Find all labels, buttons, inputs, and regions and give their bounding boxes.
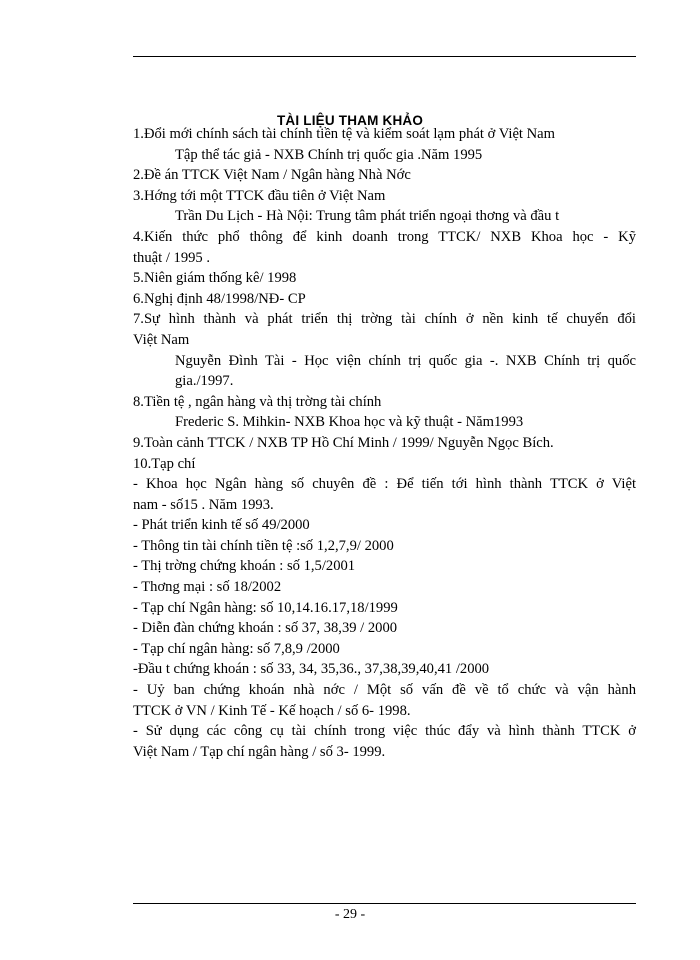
reference-line: 7.Sự hình thành và phát triển thị trờng tài chính ở nền kinh tế chuyển đổi <box>133 311 636 328</box>
reference-line: 9.Toàn cảnh TTCK / NXB TP Hồ Chí Minh / 1999/ Nguyễn Ngọc Bích. <box>133 434 554 451</box>
reference-line: Frederic S. Mihkin- NXB Khoa học và kỹ thuật - Năm1993 <box>175 414 524 431</box>
reference-line: 3.Hớng tới một TTCK đầu tiên ở Việt Nam <box>133 187 386 204</box>
reference-line: Việt Nam <box>133 331 190 348</box>
reference-line: Trần Du Lịch - Hà Nội: Trung tâm phát triển ngoại thơng và đầu t <box>175 208 560 225</box>
reference-line: - Khoa học Ngân hàng số chuyên đề : Để tiến tới hình thành TTCK ở Việt <box>133 476 636 493</box>
page-number: - 29 - <box>334 907 366 922</box>
header-rule <box>133 56 636 57</box>
reference-line: - Thông tin tài chính tiền tệ :số 1,2,7,9/ 2000 <box>133 537 394 554</box>
reference-line: - Phát triển kinh tế số 49/2000 <box>133 517 310 534</box>
reference-line: -Đầu t chứng khoán : số 33, 34, 35,36., 37,38,39,40,41 /2000 <box>133 661 490 678</box>
reference-line: 2.Đề án TTCK Việt Nam / Ngân hàng Nhà Nớc <box>133 167 411 184</box>
reference-line: Tập thể tác giả - NXB Chính trị quốc gia .Năm 1995 <box>175 146 483 163</box>
reference-line: 8.Tiền tệ , ngân hàng và thị trờng tài chính <box>133 393 382 410</box>
reference-line: TTCK ở VN / Kinh Tế - Kế hoạch / số 6- 1998. <box>133 702 411 719</box>
reference-line: 6.Nghị định 48/1998/NĐ- CP <box>133 290 306 307</box>
reference-line: - Tạp chí Ngân hàng: số 10,14.16.17,18/1999 <box>133 599 398 616</box>
reference-line: 4.Kiến thức phổ thông để kinh doanh trong TTCK/ NXB Khoa học - Kỹ <box>133 228 636 245</box>
reference-line: 10.Tạp chí <box>133 455 196 472</box>
reference-line: - Thị trờng chứng khoán : số 1,5/2001 <box>133 558 356 575</box>
reference-line: Nguyễn Đình Tài - Học viện chính trị quốc gia -. NXB Chính trị quốc <box>175 352 636 369</box>
reference-line: 5.Niên giám thống kê/ 1998 <box>133 270 297 287</box>
reference-line: - Sử dụng các công cụ tài chính trong việc thúc đẩy và hình thành TTCK ở <box>133 723 636 740</box>
reference-line: - Tạp chí ngân hàng: số 7,8,9 /2000 <box>133 640 340 657</box>
reference-line: gia./1997. <box>175 373 234 390</box>
page-title: TÀI LIỆU THAM KHẢO <box>276 113 424 128</box>
reference-line: thuật / 1995 . <box>133 249 211 266</box>
reference-line: nam - số15 . Năm 1993. <box>133 496 274 513</box>
reference-line: - Diễn đàn chứng khoán : số 37, 38,39 / 2000 <box>133 620 398 637</box>
reference-line: Việt Nam / Tạp chí ngân hàng / số 3- 1999. <box>133 743 386 760</box>
reference-line: 1.Đổi mới chính sách tài chính tiền tệ và kiểm soát lạm phát ở Việt Nam <box>133 126 556 142</box>
reference-list <box>133 124 636 762</box>
reference-line: - Thơng mại : số 18/2002 <box>133 579 282 596</box>
footer-rule <box>133 903 636 904</box>
reference-line: - Uỷ ban chứng khoán nhà nớc / Một số vấn đề về tổ chức và vận hành <box>133 682 636 699</box>
